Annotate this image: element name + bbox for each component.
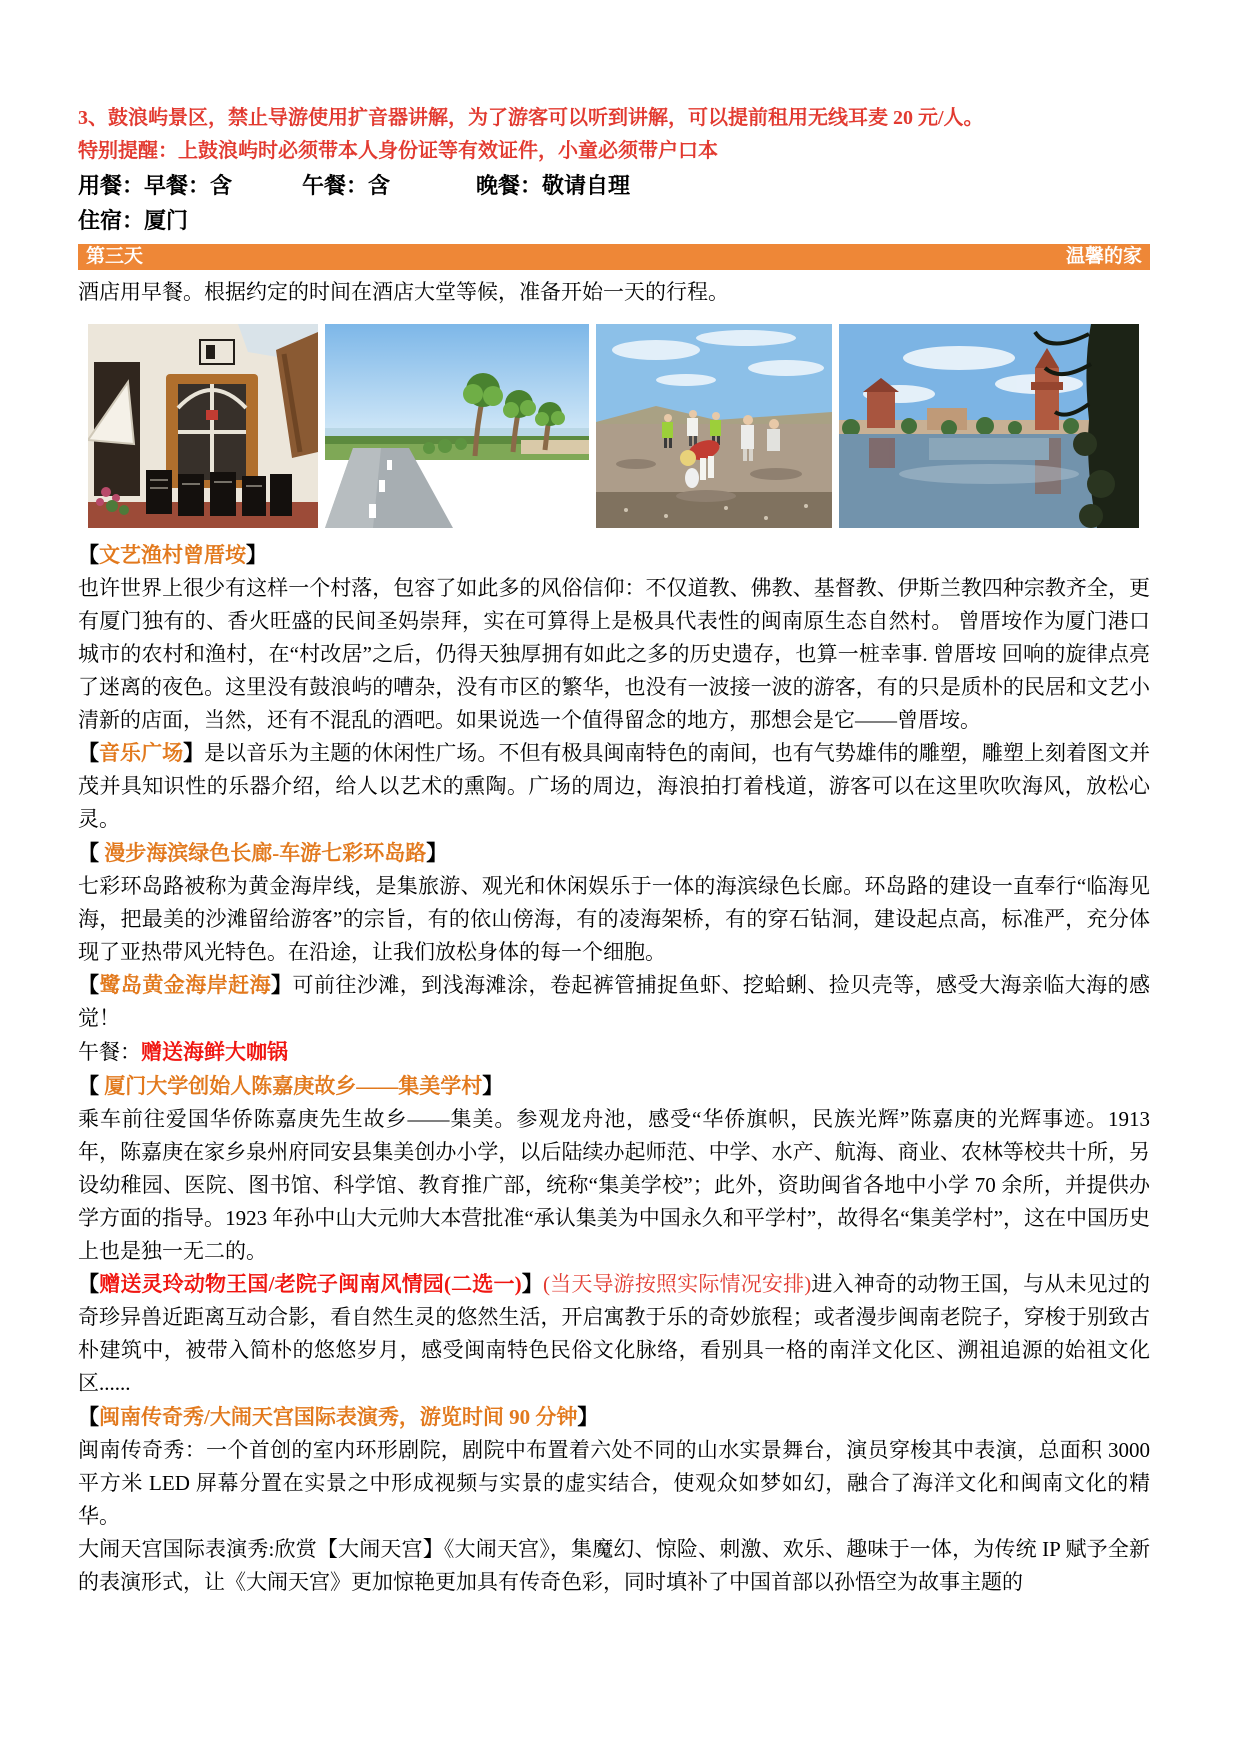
photo-jimei-lake	[839, 324, 1139, 528]
meals-dinner: 晚餐：敬请自理	[476, 173, 631, 198]
meals-breakfast: 早餐：含	[144, 173, 233, 198]
section-title-music-plaza: 音乐广场	[99, 741, 184, 765]
section-heading-zengcuoan	[78, 538, 1150, 572]
photo-huandao-road	[325, 324, 589, 528]
notice-special-reminder: 特别提醒：上鼓浪屿时必须带本人身份证等有效证件，小童必须带户口本	[78, 140, 718, 162]
lodging-label: 住宿：	[78, 208, 145, 233]
section-heading-show	[78, 1400, 1150, 1434]
section-zoo-laoyuanzi	[78, 1268, 1150, 1400]
meals-lunch: 午餐：含	[302, 173, 391, 198]
section-title-show: 闽南传奇秀/大闹天宫国际表演秀，游览时间 90 分钟	[99, 1405, 578, 1429]
lunch-label: 午餐：	[78, 1040, 141, 1064]
zoo-arrangement-note: (当天导游按照实际情况安排)	[543, 1272, 812, 1296]
intro-paragraph: 酒店用早餐。根据约定的时间在酒店大堂等候，准备开始一天的行程。	[78, 280, 729, 304]
bracket-open: 【	[78, 1405, 99, 1429]
bracket-open: 【	[78, 1074, 99, 1098]
photo-beach-ganhai	[596, 324, 832, 528]
bracket-close: 】	[521, 1272, 543, 1296]
bracket-close: 】	[183, 741, 205, 765]
day3-banner	[78, 244, 1150, 270]
lodging-line	[78, 203, 1150, 238]
banner-day-label: 第三天	[86, 246, 144, 267]
notice-gulangyu-rule: 3、鼓浪屿景区，禁止导游使用扩音器讲解，为了游客可以听到讲解，可以提前租用无线耳麦 20 元/人。	[78, 107, 984, 129]
section-body-ganhai: 可前往沙滩，到浅海滩涂，卷起裤管捕捉鱼虾、挖蛤蜊、捡贝壳等，感受大海亲临大海的感觉！	[78, 973, 1151, 1030]
section-title-jimei: 厦门大学创始人陈嘉庚故乡——集美学村	[99, 1074, 483, 1098]
meals-line	[78, 168, 1150, 203]
section-body-show-1: 闽南传奇秀：一个首创的室内环形剧院，剧院中布置着六处不同的山水实景舞台，演员穿梭其中表演，总面积 3000 平方米 LED 屏幕分置在实景之中形成视频与实景的虚实结合，使观众如梦如幻，融合了海洋文化和闽南文化的精华。	[78, 1438, 1150, 1528]
section-body-zengcuoan: 也许世界上很少有这样一个村落，包容了如此多的风俗信仰：不仅道教、佛教、基督教、伊斯兰教四种宗教齐全，更有厦门独有的、香火旺盛的民间圣妈崇拜，实在可算得上是极具代表性的闽南原生态自然村。 曾厝垵作为厦门港口城市的农村和渔村，在“村改居”之后，仍得天独厚拥有如此之多的历史遗存，也算一桩幸事. 曾厝垵 回响的旋律点亮了迷离的夜色。这里没有鼓浪屿的嘈杂，没有市区的繁华，也没有一波接一波的游客，有的只是质朴的民居和文艺小清新的店面，当然，还有不混乱的酒吧。如果说选一个值得留念的地方，那想会是它——曾厝垵。	[78, 576, 1150, 732]
lunch-promo-value: 赠送海鲜大咖锅	[141, 1040, 288, 1064]
section-title-zengcuoan: 文艺渔村曾厝垵	[99, 543, 246, 567]
lunch-promo-line	[78, 1035, 1150, 1069]
section-title-huandao: 漫步海滨绿色长廊-车游七彩环岛路	[99, 841, 427, 865]
bracket-open: 【	[78, 543, 99, 567]
bracket-open: 【	[78, 973, 100, 997]
section-ganhai	[78, 969, 1150, 1035]
bracket-close: 】	[577, 1405, 599, 1429]
lodging-value: 厦门	[144, 208, 189, 233]
section-body-huandao: 七彩环岛路被称为黄金海岸线，是集旅游、观光和休闲娱乐于一体的海滨绿色长廊。环岛路的建设一直奉行“临海见海，把最美的沙滩留给游客”的宗旨，有的依山傍海，有的凌海架桥，有的穿石钻洞，建设起点高，标准严，充分体现了亚热带风光特色。在沿途，让我们放松身体的每一个细胞。	[78, 874, 1150, 964]
photo-zengcuoan-cafe	[88, 324, 318, 528]
section-body-zoo: 进入神奇的动物王国，与从未见过的奇珍异兽近距离互动合影，看自然生灵的悠然生活，开启寓教于乐的奇妙旅程；或者漫步闽南老院子，穿梭于别致古朴建筑中，被带入简朴的悠悠岁月，感受闽南特色民俗文化脉络，看别具一格的南洋文化区、溯祖追源的始祖文化区......	[78, 1272, 1151, 1395]
bracket-close: 】	[482, 1074, 504, 1098]
section-heading-jimei	[78, 1069, 1150, 1103]
meals-label: 用餐：	[78, 173, 145, 198]
bracket-open: 【	[78, 841, 99, 865]
section-heading-huandao	[78, 836, 1150, 870]
banner-theme-label: 温馨的家	[1065, 246, 1142, 267]
photo-strip	[88, 324, 1150, 528]
section-body-show-2: 大闹天宫国际表演秀:欣赏【大闹天宫】《大闹天宫》，集魔幻、惊险、刺激、欢乐、趣味于一体，为传统 IP 赋予全新的表演形式，让《大闹天宫》更加惊艳更加具有传奇色彩，同时填补了中国首部以孙悟空为故事主题的	[78, 1537, 1150, 1594]
bracket-close: 】	[246, 543, 267, 567]
itinerary-page	[78, 102, 1150, 1599]
section-music-plaza	[78, 737, 1150, 836]
section-body-music-plaza: 是以音乐为主题的休闲性广场。不但有极具闽南特色的南间，也有气势雄伟的雕塑，雕塑上刻着图文并茂并具知识性的乐器介绍，给人以艺术的熏陶。广场的周边，海浪拍打着栈道，游客可以在这里吹吹海风，放松心灵。	[78, 741, 1151, 831]
bracket-close: 】	[271, 973, 293, 997]
bracket-close: 】	[426, 841, 448, 865]
bracket-open: 【	[78, 741, 100, 765]
section-title-ganhai: 鹭岛黄金海岸赶海	[99, 973, 272, 997]
section-body-jimei: 乘车前往爱国华侨陈嘉庚先生故乡——集美。参观龙舟池，感受“华侨旗帜，民族光辉”陈嘉庚的光辉事迹。1913 年，陈嘉庚在家乡泉州府同安县集美创办小学，以后陆续办起师范、中学、水产、航海、商业、农林等校共十所，另设幼稚园、医院、图书馆、科学馆、教育推广部，统称“集美学校”；此外，资助闽省各地中小学 70 余所，并提供办学方面的指导。1923 年孙中山大元帅大本营批准“承认集美为中国永久和平学村”，故得名“集美学村”，这在中国历史上也是独一无二的。	[78, 1107, 1150, 1263]
bracket-open: 【	[78, 1272, 100, 1296]
section-title-zoo: 赠送灵玲动物王国/老院子闽南风情园(二选一)	[99, 1272, 522, 1296]
